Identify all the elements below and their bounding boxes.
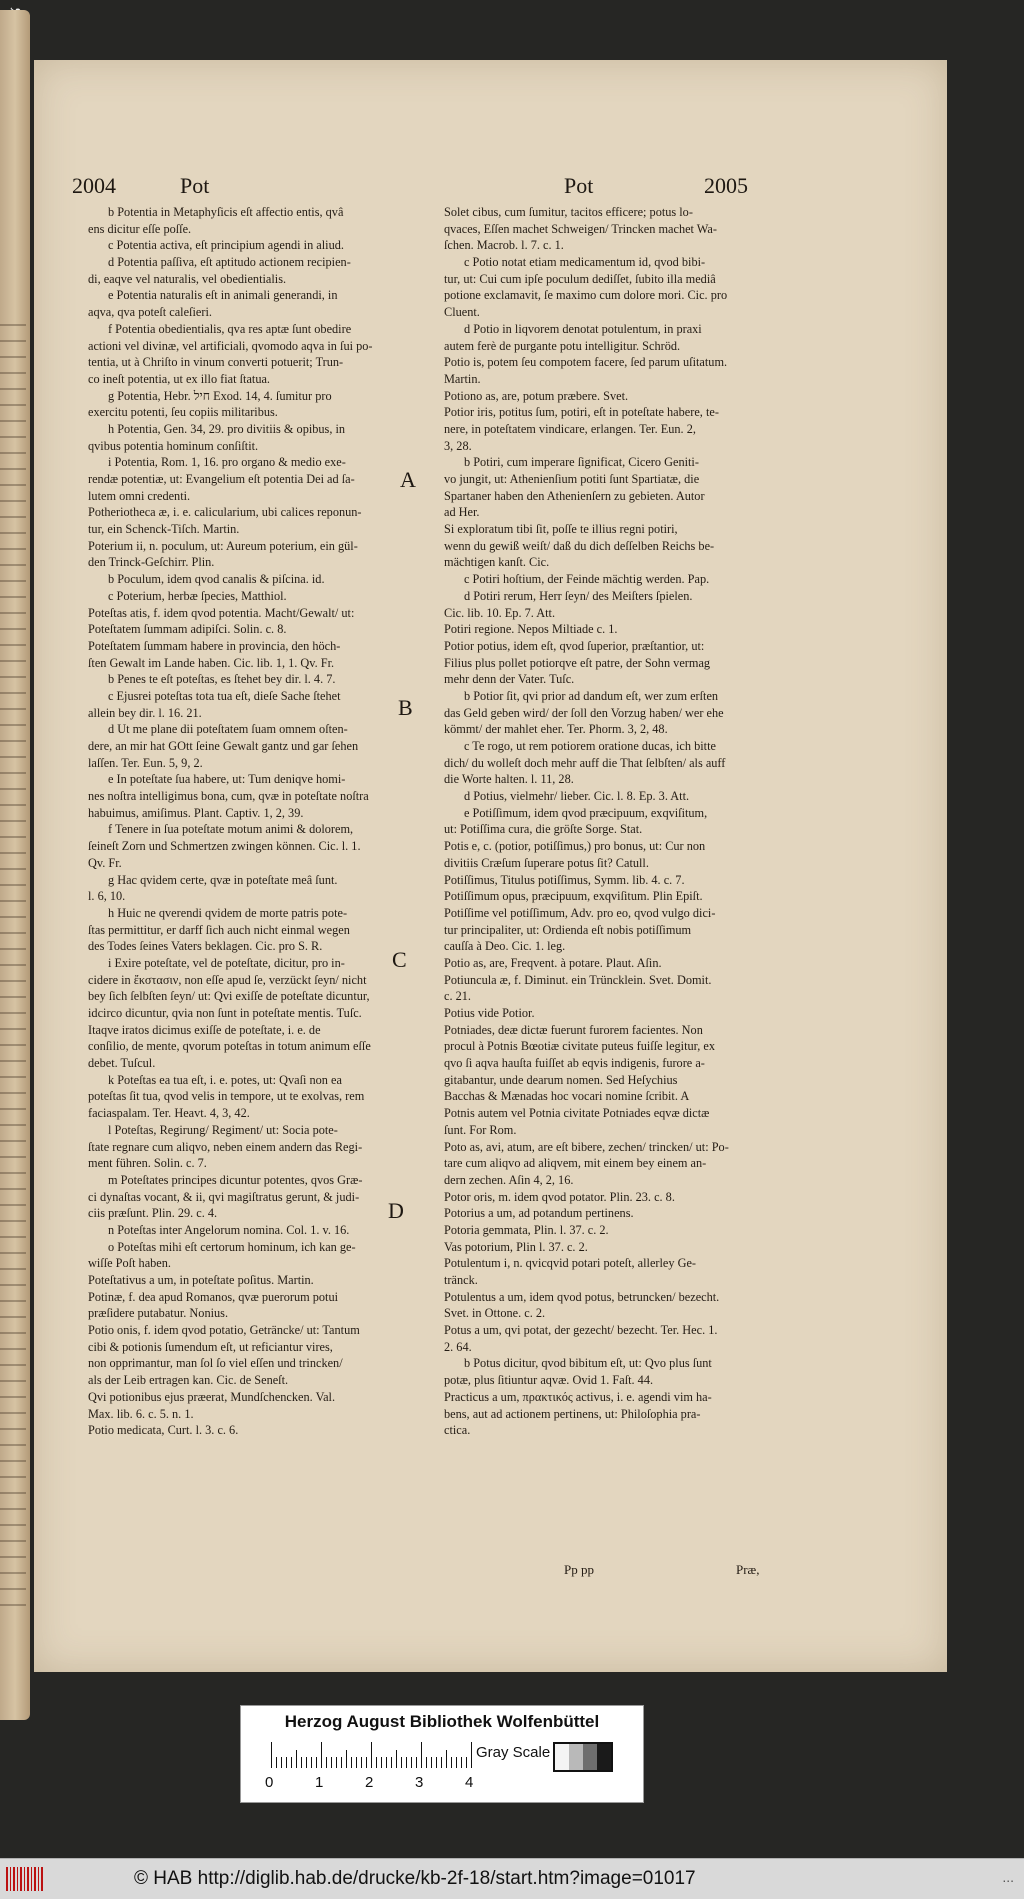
text-line: tur principaliter, ut: Ordienda eſt nobis potiſſimum [444, 922, 692, 937]
text-line: Svet. in Ottone. c. 2. [444, 1306, 546, 1321]
left-text-column [88, 204, 430, 1439]
right-text-column [444, 204, 776, 1439]
text-line: e Potentia naturalis eſt in animali generandi, in [108, 288, 338, 303]
text-line: b Potentia in Metaphyſicis eſt affectio entis, qvâ [108, 205, 344, 219]
text-line: l Poteſtas, Regirung/ Regiment/ ut: Socia pote- [108, 1122, 338, 1137]
left-page-number: 2004 [72, 173, 116, 198]
text-line: tare cum aliqvo ad aliqvem, mit einem bey einem an- [444, 1156, 707, 1171]
text-line: b Potiri, cum imperare ſignificat, Cicero Geniti- [464, 455, 699, 470]
ruler-tick [271, 1742, 272, 1768]
text-line: laſſen. Ter. Eun. 5, 9, 2. [88, 755, 203, 770]
text-line: Spartaner haben den Athenienſern zu gebieten. Autor [444, 488, 705, 503]
text-line: wenn du gewiß weiſt/ daß du dich deſſelben Reichs be- [444, 538, 715, 553]
text-line: potæ, plus ſitiuntur aqvæ. Ovid 1. Faſt. 44. [444, 1373, 654, 1388]
ruler-tick [276, 1757, 277, 1768]
text-line: 2. 64. [444, 1339, 472, 1354]
text-line: bey ſich ſelbſten ſeyn/ ut: Qvi exiſſe de poteſtate dicuntur, [88, 989, 370, 1004]
text-line: Max. lib. 6. c. 5. n. 1. [88, 1406, 194, 1421]
text-line: habuimus, amiſimus. Plant. Captiv. 1, 2, 39. [88, 805, 304, 820]
text-line: Potius vide Potior. [444, 1006, 535, 1020]
text-line: Potior iris, potitus ſum, potiri, eſt in poteſtate habere, te- [444, 405, 719, 420]
text-line: bens, aut ad actionem pertinens, ut: Philoſophia pra- [444, 1406, 701, 1421]
text-line: ſtate regnare cum aliqvo, neben einem andern das Regi- [88, 1139, 363, 1154]
ruler-tick [356, 1757, 357, 1768]
text-line: rendæ potentiæ, ut: Evangelium eſt potentia Dei ad ſa- [88, 472, 355, 486]
status-bar [0, 1858, 1024, 1899]
ruler-tick [451, 1757, 452, 1768]
ruler-tick [431, 1757, 432, 1768]
scale-ruler [271, 1742, 471, 1768]
ruler-tick [471, 1742, 472, 1768]
text-line: 3, 28. [444, 438, 472, 453]
ruler-tick [376, 1757, 377, 1768]
text-line: c Potio notat etiam medicamentum id, qvod bibi- [464, 255, 706, 270]
ruler-tick [381, 1757, 382, 1768]
text-line: ſten Gewalt im Lande haben. Cic. lib. 1, 1. Qv. Fr. [88, 655, 335, 670]
gray-swatch [597, 1744, 611, 1770]
ruler-tick [436, 1757, 437, 1768]
text-line: d Potentia paſſiva, eſt aptitudo actionem recipien- [108, 255, 351, 270]
text-line: Potio is, potem ſeu compotem facere, ſed parum uſitatum. [444, 355, 728, 370]
text-line: ſtas permittitur, er darff ſich auch nicht einmal wegen [88, 922, 350, 937]
gray-swatch [555, 1744, 569, 1770]
ruler-tick [346, 1750, 347, 1768]
ruler-tick [316, 1757, 317, 1768]
text-line: potione exclamavit, ſe maximo cum dolore mori. Cic. pro [444, 288, 728, 303]
text-line: Potus a um, qvi potat, der gezecht/ bezecht. Ter. Hec. 1. [444, 1323, 718, 1338]
text-line: Poterium ii, n. poculum, ut: Aureum poterium, ein gül- [88, 538, 358, 553]
gray-swatch [583, 1744, 597, 1770]
copyright-url[interactable]: © HAB http://diglib.hab.de/drucke/kb-2f-18/start.htm?image=01017 [134, 1868, 696, 1889]
text-line: Potniades, deæ dictæ fuerunt furorem facientes. Non [444, 1022, 703, 1037]
text-line: idcirco dicuntur, qvia non ſunt in poteſtate mentis. Tuſc. [88, 1006, 362, 1020]
text-line: debet. Tuſcul. [88, 1056, 156, 1071]
ruler-tick [466, 1757, 467, 1768]
text-line: qvibus potentia hominum conſiſtit. [88, 438, 259, 453]
ruler-tick [306, 1757, 307, 1768]
text-line: Potiſſime vel potiſſimum, Adv. pro eo, qvod vulgo dici- [444, 905, 716, 920]
text-line: Potor oris, m. idem qvod potator. Plin. 23. c. 8. [444, 1189, 675, 1204]
text-line: l. 6, 10. [88, 889, 126, 904]
ruler-tick [361, 1757, 362, 1768]
ruler-tick [386, 1757, 387, 1768]
text-line: Potorius a um, ad potandum pertinens. [444, 1206, 634, 1221]
gray-swatch [569, 1744, 583, 1770]
ruler-tick [341, 1757, 342, 1768]
text-line: o Poteſtas mihi eſt certorum hominum, ich kan ge- [108, 1239, 356, 1254]
ruler-tick [326, 1757, 327, 1768]
text-line: aqva, qva poteſt caleſieri. [88, 305, 212, 320]
text-line: Solet cibus, cum ſumitur, tacitos efficere; potus lo- [444, 205, 693, 219]
text-line: Potio medicata, Curt. l. 3. c. 6. [88, 1423, 239, 1438]
ruler-tick [351, 1757, 352, 1768]
text-line: ciis præſunt. Plin. 29. c. 4. [88, 1206, 218, 1221]
text-line: wiſſe Poſt haben. [88, 1256, 171, 1271]
text-line: Itaqve iratos dicimus exiſſe de poteſtate, i. e. de [88, 1022, 321, 1037]
text-line: n Poteſtas inter Angelorum nomina. Col. 1. v. 16. [108, 1222, 350, 1237]
signature-mark: Pp pp [564, 1562, 594, 1577]
gray-scale-label: Gray Scale [476, 1744, 551, 1761]
text-line: Potinæ, f. dea apud Romanos, qvæ puerorum potui [88, 1289, 339, 1304]
right-page-number: 2005 [704, 173, 748, 198]
text-line: nes noſtra intelligimus bona, cum, qvæ in poteſtate noſtra [88, 789, 369, 804]
text-line: allein bey dir. l. 16. 21. [88, 705, 202, 720]
ruler-tick [421, 1742, 422, 1768]
text-line: dern zechen. Aſin 4, 2, 16. [444, 1172, 574, 1187]
ruler-tick [461, 1757, 462, 1768]
text-line: non opprimantur, man ſol ſo viel eſſen und trincken/ [88, 1356, 343, 1371]
gray-scale-swatches [553, 1742, 613, 1772]
left-page-text-fragment [0, 310, 26, 1610]
text-line: co ineſt potentia, ut ex illo fiat ſtatua. [88, 371, 271, 386]
library-name: Herzog August Bibliothek Wolfenbüttel [284, 1712, 600, 1731]
text-line: Potiri regione. Nepos Miltiade c. 1. [444, 622, 618, 637]
ruler-tick [331, 1757, 332, 1768]
text-line: b Poculum, idem qvod canalis & piſcina. id. [108, 572, 325, 587]
text-line: Potiſſimus, Titulus potiſſimus, Symm. lib. 4. c. 7. [444, 872, 685, 887]
text-line: ctica. [444, 1423, 471, 1438]
text-line: di, eaqve vel naturalis, vel obedientialis. [88, 271, 287, 286]
margin-letter-d: D [388, 1198, 404, 1223]
text-line: h Huic ne qverendi qvidem de morte patris pote- [108, 905, 348, 920]
text-line: Potio as, are, Freqvent. à potare. Plaut. Aſin. [444, 955, 662, 970]
ruler-tick [296, 1750, 297, 1768]
text-line: conſilio, de mente, qvorum poteſtas in totum animum eſſe [88, 1039, 371, 1054]
text-line: cauſſa à Deo. Cic. 1. leg. [444, 939, 566, 954]
text-line: als der Leib ertragen kan. Cic. de Seneſt. [88, 1373, 289, 1388]
ruler-tick [396, 1750, 397, 1768]
text-line: tur, ut: Cui cum ipſe poculum dediſſet, ſubito illa mediâ [444, 271, 716, 286]
ruler-tick [311, 1757, 312, 1768]
text-line: exercitu potenti, ſeu copiis militaribus. [88, 405, 278, 420]
text-line: ci dynaſtas vocant, & ii, qvi magiſtratus gerunt, & judi- [88, 1189, 360, 1204]
text-line: Qv. Fr. [88, 855, 122, 870]
text-line: Potio onis, f. idem qvod potatio, Geträncke/ ut: Tantum [88, 1323, 360, 1338]
text-line: ſunt. For Rom. [444, 1122, 517, 1137]
ruler-tick [416, 1757, 417, 1768]
text-line: des Todes ſeines Vaters beklagen. Cic. pro S. R. [88, 939, 323, 954]
text-line: d Potius, vielmehr/ lieber. Cic. l. 8. Ep. 3. Att. [464, 789, 690, 804]
text-line: actioni vel divinæ, vel artificiali, qvomodo aqva in ſui po- [88, 338, 373, 353]
right-running-title: Pot [564, 173, 594, 198]
barcode-icon [6, 1867, 44, 1891]
text-line: procul à Potnis Bœotiæ civitate puteus fuiſſe legitur, ex [444, 1039, 716, 1054]
text-line: c Potiri hoſtium, der Feinde mächtig werden. Pap. [464, 572, 710, 587]
margin-letter-a: A [400, 467, 416, 492]
ruler-tick [286, 1757, 287, 1768]
text-line: c Potentia activa, eſt principium agendi in aliud. [108, 238, 344, 253]
text-line: m Poteſtates principes dicuntur potentes, qvos Græ- [108, 1172, 363, 1187]
text-line: tränck. [444, 1273, 478, 1287]
text-line: Bacchas & Mænadas hoc vocari nomine ſcribit. A [444, 1089, 690, 1104]
ruler-number: 1 [315, 1774, 324, 1791]
ruler-tick [411, 1757, 412, 1768]
text-line: Potiſſimum opus, præcipuum, exqviſitum. Plin Epiſt. [444, 889, 703, 904]
ruler-number: 0 [265, 1774, 274, 1791]
text-line: ut: Potiſſima cura, die gröſte Sorge. Stat. [444, 822, 643, 837]
text-line: d Potiri rerum, Herr ſeyn/ des Meiſters ſpielen. [464, 588, 693, 603]
ruler-tick [401, 1757, 402, 1768]
text-line: faciaspalam. Ter. Heavt. 4, 3, 42. [88, 1106, 250, 1121]
ruler-tick [456, 1757, 457, 1768]
text-line: mächtigen kanſt. Cic. [444, 555, 550, 570]
ruler-tick [391, 1757, 392, 1768]
text-line: ſeineſt Zorn und Schmertzen zwingen können. Cic. l. 1. [88, 839, 361, 854]
text-line: kömmt/ der mahlet eher. Ter. Phorm. 3, 2, 48. [444, 722, 668, 737]
ruler-tick [321, 1742, 322, 1768]
text-line: c Ejusrei poteſtas tota tua eſt, dieſe Sache ſtehet [108, 688, 341, 703]
ruler-tick [301, 1757, 302, 1768]
margin-letter-c: C [392, 947, 407, 972]
text-line: cibi & potionis ſumendum eſt, ut reficiantur vires, [88, 1339, 333, 1354]
text-line: c Te rogo, ut rem potiorem oratione ducas, ich bitte [464, 739, 716, 753]
text-line: Potheriotheca æ, i. e. calicularium, ubi calices reponun- [88, 505, 362, 520]
text-line: g Potentia, Hebr. חיל Exod. 14, 4. ſumitur pro [108, 388, 332, 403]
text-line: tentia, ut à Chriſto in vinum converti potuerit; Trun- [88, 355, 344, 370]
text-line: cidere in ἔκστασιν, non eſſe apud ſe, verzückt ſeyn/ nicht [88, 972, 367, 987]
text-line: gitabantur, unde dearum nomen. Sed Heſychius [444, 1072, 678, 1087]
text-line: ſchen. Macrob. l. 7. c. 1. [444, 238, 564, 253]
text-line: i Potentia, Rom. 1, 16. pro organo & medio exe- [108, 455, 346, 470]
text-line: Potior potius, idem eſt, qvod ſuperior, præſtantior, ut: [444, 638, 705, 653]
text-line: die Worte halten. l. 11, 28. [444, 772, 574, 787]
text-line: nere, in poteſtatem vindicare, erlangen. Ter. Eun. 2, [444, 421, 696, 436]
ruler-tick [366, 1757, 367, 1768]
text-line: autem ferè de purgante potu intelligitur. Schröd. [444, 338, 681, 353]
text-line: ens dicitur eſſe poſſe. [88, 221, 192, 236]
ruler-number: 2 [365, 1774, 374, 1791]
book-page [34, 60, 947, 1672]
ruler-tick [406, 1757, 407, 1768]
text-line: Cluent. [444, 305, 480, 320]
color-calibration-card [240, 1705, 644, 1803]
ruler-tick [291, 1757, 292, 1768]
text-line: Poteſtatem ſummam adipiſci. Solin. c. 8. [88, 622, 287, 637]
text-line: Practicus a um, πρακτικός activus, i. e. agendi vim ha- [444, 1389, 712, 1404]
text-line: Qvi potionibus ejus præerat, Mundſchencken. Val. [88, 1389, 336, 1404]
left-running-title: Pot [180, 173, 210, 198]
text-line: lutem omni credenti. [88, 488, 191, 503]
ruler-tick [336, 1757, 337, 1768]
text-line: e In poteſtate ſua habere, ut: Tum deniqve homi- [108, 772, 346, 787]
text-line: c Poterium, herbæ ſpecies, Matthiol. [108, 588, 287, 603]
text-line: i Exire poteſtate, vel de poteſtate, dicitur, pro in- [108, 955, 345, 970]
text-line: g Hac qvidem certe, qvæ in poteſtate meâ ſunt. [108, 872, 338, 887]
text-line: tur, ein Schenck-Tiſch. Martin. [88, 522, 240, 537]
text-line: Potulentum i, n. qvicqvid potari poteſt, allerley Ge- [444, 1256, 697, 1271]
text-line: k Poteſtas ea tua eſt, i. e. potes, ut: Qvaſi non ea [108, 1072, 342, 1087]
text-line: Potoria gemmata, Plin. l. 37. c. 2. [444, 1222, 609, 1237]
text-line: qvo ſi aqva hauſta fuiſſet ab eqvis indigenis, furore a- [444, 1056, 705, 1071]
text-line: Vas potorium, Plin l. 37. c. 2. [444, 1239, 588, 1254]
text-line: f Potentia obedientialis, qva res aptæ ſunt obedire [108, 321, 352, 336]
text-line: Potulentus a um, idem qvod potus, betruncken/ bezecht. [444, 1289, 720, 1304]
text-line: h Potentia, Gen. 34, 29. pro divitiis & opibus, in [108, 421, 346, 436]
text-line: d Potio in liqvorem denotat potulentum, in praxi [464, 321, 702, 336]
text-line: b Penes te eſt poteſtas, es ſtehet bey dir. l. 4. 7. [108, 672, 336, 687]
text-line: b Potus dicitur, qvod bibitum eſt, ut: Qvo plus ſunt [464, 1356, 712, 1371]
text-line: ad Her. [444, 505, 480, 520]
text-line: b Potior ſit, qvi prior ad dandum eſt, wer zum erſten [464, 688, 719, 703]
text-line: Si exploratum tibi ſit, poſſe te illius regni potiri, [444, 522, 678, 537]
text-line: Potiuncula æ, f. Diminut. ein Trüncklein. Svet. Domit. [444, 972, 712, 987]
text-line: Potis e, c. (potior, potiſſimus,) pro bonus, ut: Cur non [444, 839, 706, 854]
text-line: d Ut me plane dii poteſtatem ſuam omnem oſten- [108, 722, 348, 737]
text-line: qvaces, Eſſen machet Schweigen/ Trincken machet Wa- [444, 221, 717, 236]
text-line: Cic. lib. 10. Ep. 7. Att. [444, 605, 556, 620]
text-line: vo jungit, ut: Athenienſium potiti ſunt Spartiatæ, die [444, 472, 700, 486]
ruler-tick [446, 1750, 447, 1768]
text-line: den Trinck-Geſchirr. Plin. [88, 555, 215, 570]
text-line: c. 21. [444, 989, 471, 1004]
text-line: Poto as, avi, atum, are eſt bibere, zechen/ trincken/ ut: Po- [444, 1139, 729, 1154]
more-dots-icon[interactable]: ... [1002, 1869, 1014, 1885]
text-line: das Geld geben wird/ der ſoll den Vorzug haben/ wer ehe [444, 705, 724, 720]
text-line: e Potiſſimum, idem qvod præcipuum, exqviſitum, [464, 805, 708, 820]
text-line: Potiono as, are, potum præbere. Svet. [444, 388, 629, 403]
text-line: divitiis Cræſum ſuperare potus ſit? Catull. [444, 855, 649, 870]
text-line: ment führen. Solin. c. 7. [88, 1156, 207, 1171]
text-line: f Tenere in ſua poteſtate motum animi & dolorem, [108, 822, 354, 837]
text-line: dich/ du wolleſt doch mehr auff die That ſelbſten/ als auff [444, 755, 726, 770]
text-line: Filius plus pollet potiorqve eſt patre, der Sohn vermag [444, 655, 711, 670]
catchword: Præ, [736, 1562, 760, 1577]
text-line: Poteſtatem ſummam habere in provincia, den höch- [88, 638, 341, 653]
left-page-edge [0, 10, 30, 1720]
margin-letter-b: B [398, 695, 413, 720]
ruler-number: 4 [465, 1774, 474, 1791]
text-line: poteſtas ſit tua, qvod velis in tempore, ut te exolvas, rem [88, 1089, 365, 1104]
text-line: Poteſtas atis, f. idem qvod potentia. Macht/Gewalt/ ut: [88, 605, 355, 620]
text-line: dere, an mir hat GOtt ſeine Gewalt gantz und gar ſehen [88, 739, 359, 753]
ruler-number: 3 [415, 1774, 424, 1791]
text-line: Martin. [444, 371, 481, 386]
ruler-tick [441, 1757, 442, 1768]
ruler-tick [281, 1757, 282, 1768]
text-line: Potnis autem vel Potnia civitate Potniades eqvæ dictæ [444, 1106, 710, 1121]
ruler-tick [426, 1757, 427, 1768]
text-line: præſidere putabatur. Nonius. [88, 1306, 229, 1321]
ruler-tick [371, 1742, 372, 1768]
text-line: Poteſtativus a um, in poteſtate poſitus. Martin. [88, 1273, 314, 1287]
text-line: mehr denn der Vater. Tuſc. [444, 672, 575, 687]
